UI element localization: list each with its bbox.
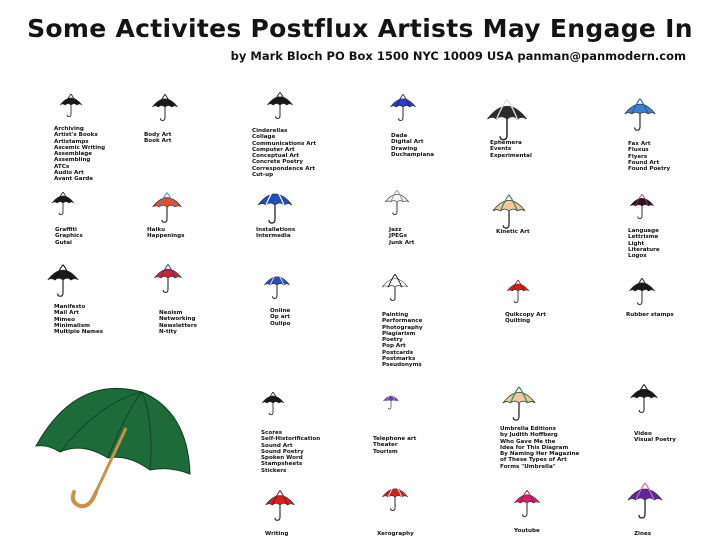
activity-item: Writing <box>265 531 289 537</box>
activity-list <box>55 227 83 246</box>
activity-item: Found Art <box>628 159 660 166</box>
activity-item: Artistamps <box>54 138 89 145</box>
activity-item: Manifesto <box>54 304 86 310</box>
pink-umbrella-icon <box>512 488 542 518</box>
activity-item: Quikcopy Art <box>505 312 546 318</box>
activity-item: Graphics <box>55 233 83 240</box>
activity-item: Who Gave Me the <box>500 438 556 445</box>
activity-list <box>628 228 660 259</box>
floral-umbrella-icon <box>490 192 528 230</box>
activity-item: Theater <box>373 442 398 449</box>
activity-item: by Judith Hoffberg <box>500 432 558 439</box>
activity-item: Book Art <box>144 138 172 145</box>
activity-item: Mail Art <box>54 310 79 317</box>
activity-item: Events <box>490 146 512 153</box>
activity-item: Spoken Word <box>261 455 303 462</box>
activity-item: Correspondence Art <box>252 165 316 172</box>
galaxy-umbrella-icon <box>625 480 665 520</box>
activity-item: Painting <box>382 312 409 318</box>
activity-item: Ascemic Writing <box>54 144 106 151</box>
dark-red-umbrella-icon <box>628 192 656 220</box>
activity-list <box>382 312 423 369</box>
activity-item: Logos <box>628 253 647 260</box>
activity-item: Mimeo <box>54 316 75 323</box>
activity-item: Rubber stamps <box>626 312 674 318</box>
activity-item: Fluxus <box>628 147 649 154</box>
activity-item: JPEGs <box>389 233 407 240</box>
activity-item: Quilting <box>505 318 531 325</box>
activity-list <box>373 436 416 455</box>
activity-item: Cinderellas <box>252 128 288 134</box>
activity-item: Visual Poetry <box>634 437 676 444</box>
red-umbrella-icon <box>505 278 531 304</box>
activity-item: Self-Historification <box>261 436 321 443</box>
activity-item: Computer Art <box>252 146 295 153</box>
activity-list <box>496 229 530 235</box>
activity-item: Xerography <box>377 531 414 537</box>
activity-list <box>514 528 540 534</box>
activity-item: Zines <box>634 531 652 537</box>
activity-item: Telephone art <box>373 436 417 442</box>
green-umbrella-icon <box>30 382 195 514</box>
activity-item: Light <box>628 240 645 247</box>
activity-item: Language <box>628 228 659 234</box>
activity-item: Intermedia <box>256 233 291 240</box>
red-white-umbrella-icon <box>380 482 410 512</box>
black-umbrella-icon <box>627 276 657 306</box>
activity-list <box>490 140 532 159</box>
activity-item: Drawing <box>391 145 418 152</box>
activity-list <box>500 426 579 470</box>
activity-item: Online <box>270 308 291 314</box>
activity-item: Networking <box>159 316 196 323</box>
red-blue-umbrella-icon <box>152 262 184 294</box>
activity-item: Fax Art <box>628 141 651 147</box>
activity-item: Literature <box>628 246 660 253</box>
activity-item: Assembling <box>54 157 91 164</box>
black-umbrella-icon <box>150 92 180 122</box>
activity-item: Pseudonyms <box>382 362 422 369</box>
activity-item: ATCs <box>54 163 70 170</box>
activity-item: Jazz <box>389 227 402 233</box>
activity-list <box>626 312 674 318</box>
rainbow-umbrella-icon <box>150 190 184 224</box>
activity-item: Avant Garde <box>54 176 94 183</box>
activity-item: Video <box>634 431 652 437</box>
activity-item: Junk Art <box>389 239 415 246</box>
activity-item: Body Art <box>144 132 172 138</box>
activity-list <box>147 227 184 240</box>
blue-white-umbrella-icon <box>255 185 295 225</box>
activity-item: Kinetic Art <box>496 229 530 235</box>
activity-item: Tourism <box>373 448 398 455</box>
activity-list <box>634 431 676 444</box>
page-subtitle: by Mark Bloch PO Box 1500 NYC 10009 USA panman@panmodern.com <box>230 49 686 63</box>
black-umbrella-icon <box>58 92 84 118</box>
activity-item: Idea for This Diagram <box>500 444 569 451</box>
purple-umbrella-icon <box>382 392 400 410</box>
black-umbrella-icon <box>265 90 295 120</box>
activity-item: Minimalism <box>54 322 90 329</box>
activity-item: Stampsheets <box>261 461 303 468</box>
activity-item: of These Types of Art <box>500 457 567 464</box>
floral-umbrella-icon <box>500 384 538 422</box>
activity-list <box>634 531 651 537</box>
activity-list <box>505 312 546 325</box>
activity-item: Collage <box>252 134 276 141</box>
activity-item: Cut-up <box>252 172 274 179</box>
activity-item: By Naming Her Magazine <box>500 451 580 458</box>
activity-list <box>265 531 288 537</box>
activity-item: Op art <box>270 314 290 321</box>
activity-item: Found Poetry <box>628 166 671 173</box>
activity-item: Photography <box>382 324 423 331</box>
activity-list <box>256 227 295 240</box>
activity-item: Postcards <box>382 349 414 356</box>
blue-patterned-umbrella-icon <box>262 270 292 300</box>
activity-item: Postmarks <box>382 356 416 363</box>
activity-item: Digital Art <box>391 139 424 146</box>
activity-item: Communications Art <box>252 140 317 147</box>
activity-item: Artist's Books <box>54 132 98 139</box>
activity-item: Umbrella Editions <box>500 426 556 432</box>
activity-item: Forms "Umbrella" <box>500 463 556 470</box>
red-umbrella-icon <box>263 488 297 522</box>
activity-item: Performance <box>382 318 423 325</box>
activity-item: Graffiti <box>55 227 77 233</box>
activity-list <box>54 126 105 183</box>
activity-list <box>270 308 290 327</box>
black-umbrella-icon <box>45 262 81 298</box>
activity-item: Audio Art <box>54 170 84 177</box>
activity-list <box>628 141 670 172</box>
activity-item: Experimental <box>490 152 532 159</box>
activity-item: Scores <box>261 430 283 436</box>
activity-list <box>391 133 434 158</box>
black-white-umbrella-icon <box>380 272 410 302</box>
light-blue-umbrella-icon <box>622 96 658 132</box>
black-umbrella-icon <box>628 382 660 414</box>
activity-item: Poetry <box>382 337 403 344</box>
activity-item: Neoism <box>159 310 183 316</box>
activity-list <box>54 304 103 335</box>
activity-item: Ephemera <box>490 140 522 146</box>
activity-item: Youtube <box>514 528 540 534</box>
activity-item: Conceptual Art <box>252 153 300 160</box>
blue-umbrella-icon <box>388 92 418 122</box>
activity-item: Multiple Names <box>54 329 104 336</box>
activity-list <box>377 531 414 537</box>
black-umbrella-icon <box>50 190 76 216</box>
activity-list <box>144 132 171 145</box>
activity-item: Gutai <box>55 239 72 246</box>
activity-item: Plagiarism <box>382 330 416 337</box>
black-umbrella-icon <box>260 390 286 416</box>
activity-list <box>389 227 414 246</box>
activity-item: Concrete Poetry <box>252 159 304 166</box>
activity-item: N-tity <box>159 328 177 335</box>
activity-list <box>252 128 316 178</box>
activity-item: Flyers <box>628 153 648 160</box>
activity-list <box>159 310 197 335</box>
activity-list <box>261 430 320 474</box>
activity-item: Dada <box>391 133 408 139</box>
activity-item: Haiku <box>147 227 166 233</box>
clear-umbrella-icon <box>383 188 411 216</box>
activity-item: Oulipo <box>270 320 291 327</box>
activity-item: Archiving <box>54 126 84 132</box>
activity-item: Lettrisme <box>628 234 659 241</box>
activity-item: Assemblage <box>54 151 93 158</box>
page-title: Some Activites Postflux Artists May Engage In <box>27 14 693 43</box>
activity-item: Sound Poetry <box>261 448 304 455</box>
activity-item: Duchampiana <box>391 151 434 158</box>
black-white-lace-umbrella-icon <box>484 96 530 142</box>
activity-item: Newsletters <box>159 322 197 329</box>
activity-item: Happenings <box>147 233 185 240</box>
activity-item: Sound Art <box>261 442 293 449</box>
activity-item: Installations <box>256 227 296 233</box>
activity-item: Stickers <box>261 467 287 474</box>
activity-item: Pop Art <box>382 343 406 350</box>
